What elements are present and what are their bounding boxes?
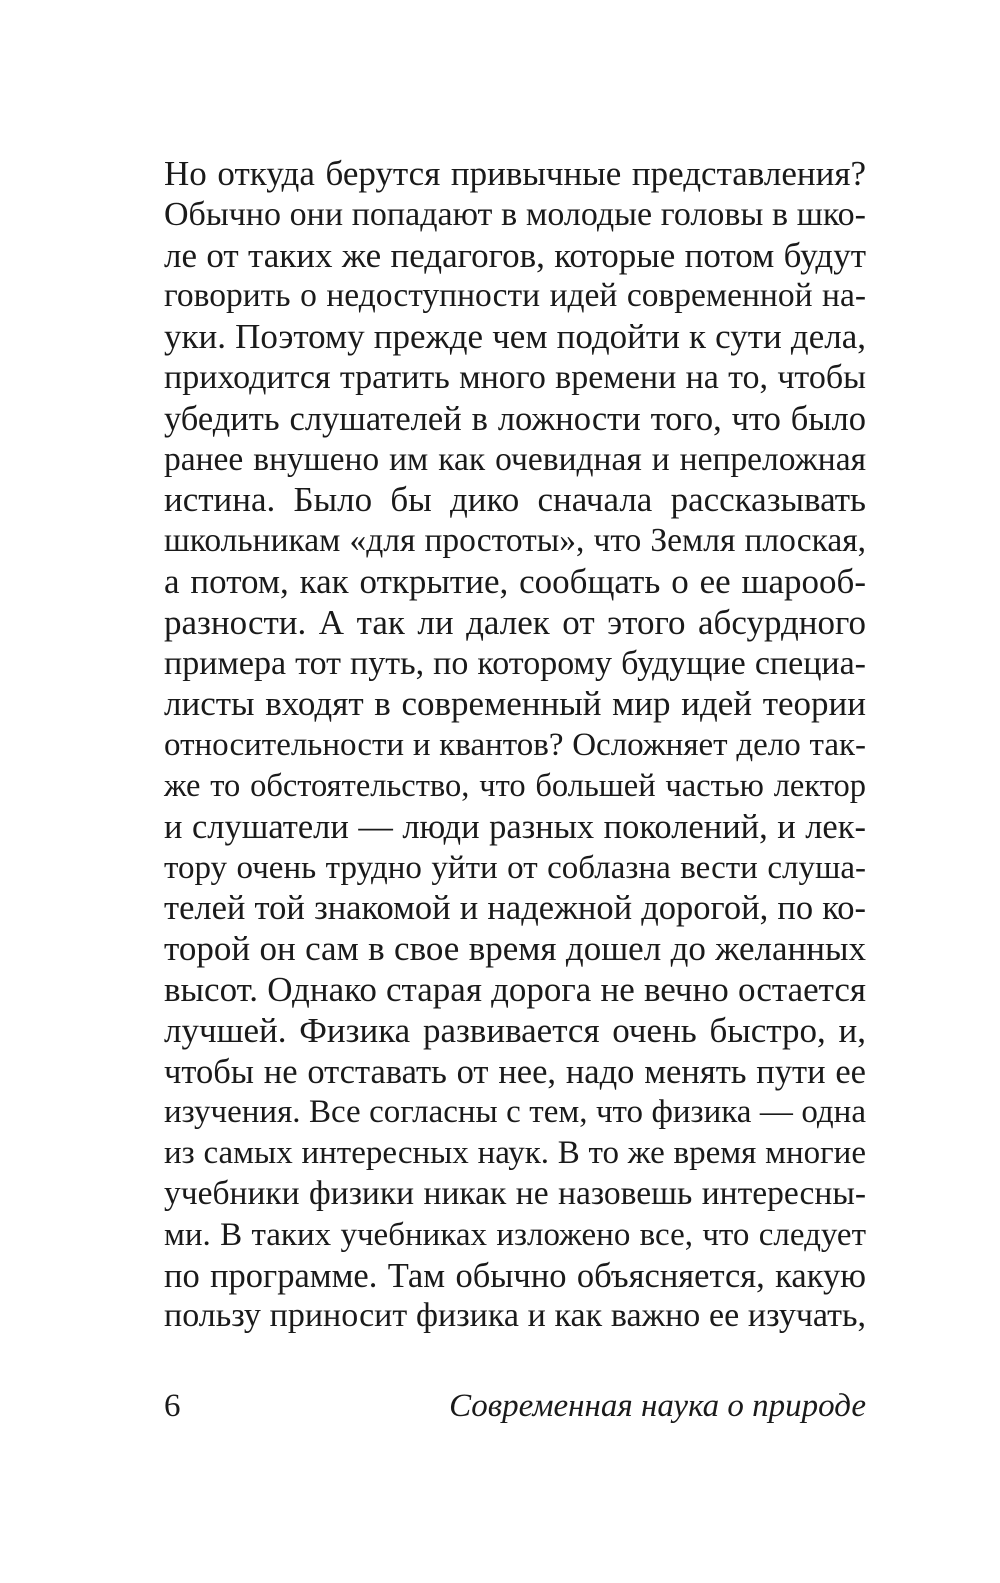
text-line: уки. Поэтому прежде чем подойти к сути дела, — [164, 317, 866, 357]
text-line: телей той знакомой и надежной дорогой, по ко- — [164, 889, 866, 928]
text-line: Но откуда берутся привычные представления? — [164, 154, 866, 193]
text-line: по программе. Там обычно объясняется, какую — [164, 1256, 866, 1295]
text-line: убедить слушателей в ложности того, что было — [164, 399, 866, 438]
text-line: примера тот путь, по которому будущие специа- — [164, 644, 866, 682]
text-line: же то обстоятельство, что большей частью лектор — [164, 767, 866, 804]
text-line: истина. Было бы дико сначала рассказывать — [164, 480, 866, 520]
text-line: разности. А так ли далек от этого абсурдного — [164, 602, 866, 642]
text-line: учебники физики никак не назовешь интересны- — [164, 1174, 866, 1212]
text-line: лучшей. Физика развивается очень быстро, и, — [164, 1010, 866, 1050]
running-title: Современная наука о природе — [449, 1388, 866, 1424]
text-line: Обычно они попадают в молодые головы в шко- — [164, 195, 866, 233]
text-line: ми. В таких учебниках изложено все, что следует — [164, 1216, 866, 1253]
text-line: листы входят в современный мир идей теории — [164, 684, 866, 724]
page-footer — [164, 1388, 866, 1432]
text-line: относительности и квантов? Осложняет дело так- — [164, 727, 866, 764]
text-line: а потом, как открытие, сообщать о ее шарооб- — [164, 561, 866, 601]
text-line: торой он сам в свое время дошел до желанных — [164, 929, 866, 969]
text-line: приходится тратить много времени на то, чтобы — [164, 358, 866, 396]
text-line: тору очень трудно уйти от соблазна вести слуша- — [164, 849, 866, 886]
text-line: изучения. Все согласны с тем, что физика — одна — [164, 1094, 866, 1131]
body-text — [164, 154, 866, 1337]
text-line: школьникам «для простоты», что Земля плоская, — [164, 522, 866, 560]
text-line: говорить о недоступности идей современной на- — [164, 277, 866, 315]
text-line: из самых интересных наук. В то же время многие — [164, 1135, 866, 1172]
page-number: 6 — [164, 1388, 181, 1424]
text-line: пользу приносит физика и как важно ее изучать, — [164, 1297, 866, 1335]
text-line: высот. Однако старая дорога не вечно остается — [164, 969, 866, 1009]
text-line: ле от таких же педагогов, которые потом будут — [164, 235, 866, 275]
text-line: ранее внушено им как очевидная и непреложная — [164, 440, 866, 478]
text-line: и слушатели — люди разных поколений, и лек- — [164, 807, 866, 846]
text-line: чтобы не отставать от нее, надо менять пути ее — [164, 1052, 866, 1091]
